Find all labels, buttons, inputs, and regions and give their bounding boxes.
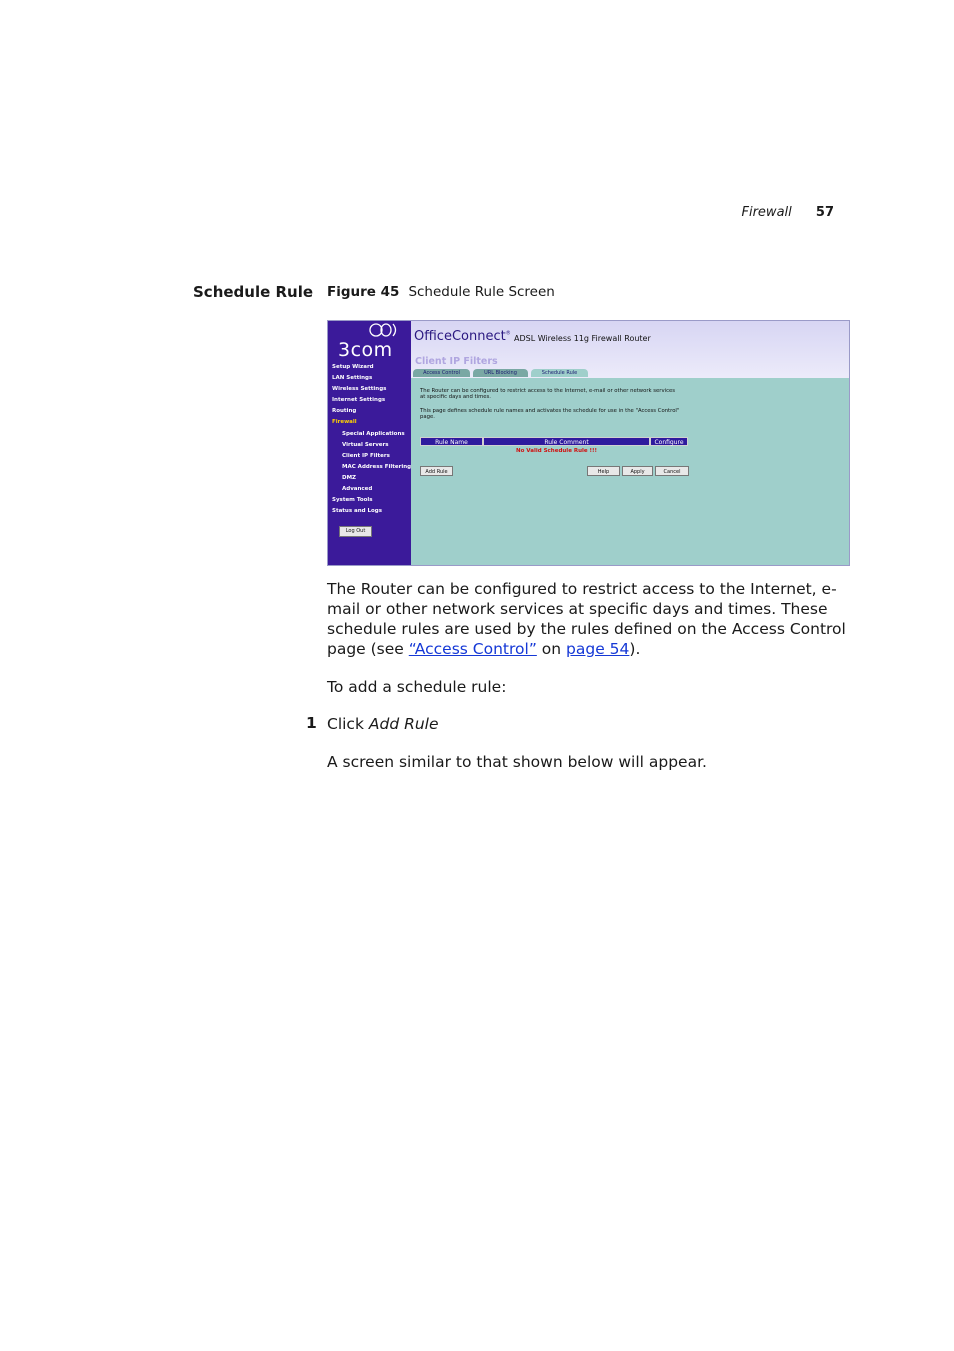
running-head	[742, 205, 835, 220]
intro-paragraph: The Router can be configured to restrict access to the Internet, e-mail or other network services at specific days and times. These schedule rules are used by the rules defined on the Access Control page (see “Access Control” on page 54).	[327, 580, 846, 658]
section-title: Client IP Filters	[415, 356, 498, 367]
router-nav-sidebar	[328, 321, 411, 565]
router-header	[411, 321, 849, 378]
nav-advanced[interactable]: Advanced	[342, 486, 373, 492]
step-action: Add Rule	[368, 715, 439, 733]
nav-internet-settings[interactable]: Internet Settings	[332, 397, 386, 403]
running-head-section: Firewall	[741, 205, 792, 220]
column-configure: Configure	[650, 437, 688, 446]
nav-lan-settings[interactable]: LAN Settings	[332, 375, 373, 381]
figure-title: Schedule Rule Screen	[408, 284, 555, 300]
intro-text-2: This page defines schedule rule names and activates the schedule for use in the "Access Control" page.	[420, 408, 680, 420]
3com-logo-text: 3com	[338, 339, 393, 361]
figure-caption	[327, 284, 555, 300]
tab-url-blocking[interactable]: URL Blocking	[473, 369, 528, 377]
nav-dmz[interactable]: DMZ	[342, 475, 357, 481]
nav-wireless-settings[interactable]: Wireless Settings	[332, 386, 387, 392]
logout-button[interactable]: Log Out	[339, 526, 372, 537]
instruction-lead: To add a schedule rule:	[327, 678, 507, 696]
nav-virtual-servers[interactable]: Virtual Servers	[342, 442, 389, 448]
result-paragraph: A screen similar to that shown below will appear.	[327, 753, 707, 771]
step-number: 1	[306, 714, 317, 732]
nav-client-ip-filters[interactable]: Client IP Filters	[342, 453, 390, 459]
intro-text-1: The Router can be configured to restrict access to the Internet, e-mail or other network services at specific days and times.	[420, 388, 676, 400]
cancel-button[interactable]: Cancel	[655, 466, 689, 476]
column-rule-name: Rule Name	[420, 437, 483, 446]
nav-mac-address-filtering[interactable]: MAC Address Filtering	[342, 464, 412, 470]
figure-screenshot	[327, 320, 850, 566]
apply-button[interactable]: Apply	[622, 466, 653, 476]
page-number: 57	[815, 205, 834, 220]
nav-firewall[interactable]: Firewall	[332, 419, 357, 425]
tab-schedule-rule[interactable]: Schedule Rule	[531, 369, 588, 377]
help-button[interactable]: Help	[587, 466, 620, 476]
step-text: Click Add Rule	[327, 715, 439, 733]
nav-special-applications[interactable]: Special Applications	[342, 431, 405, 437]
page-54-link[interactable]: page 54	[566, 640, 630, 658]
column-rule-comment: Rule Comment	[483, 437, 650, 446]
add-rule-button[interactable]: Add Rule	[420, 466, 453, 476]
empty-rules-message: No Valid Schedule Rule !!!	[516, 448, 598, 454]
side-heading: Schedule Rule	[193, 283, 314, 301]
tab-access-control[interactable]: Access Control	[413, 369, 470, 377]
figure-number: Figure 45	[327, 284, 400, 300]
3com-logo-icon	[364, 321, 404, 339]
registered-mark: ®	[505, 330, 511, 337]
nav-status-and-logs[interactable]: Status and Logs	[332, 508, 383, 514]
access-control-link[interactable]: “Access Control”	[408, 640, 537, 658]
nav-setup-wizard[interactable]: Setup Wizard	[332, 364, 374, 370]
brand-title: OfficeConnect®	[414, 329, 511, 344]
model-name: ADSL Wireless 11g Firewall Router	[514, 334, 651, 343]
nav-system-tools[interactable]: System Tools	[332, 497, 373, 503]
nav-routing[interactable]: Routing	[332, 408, 357, 414]
